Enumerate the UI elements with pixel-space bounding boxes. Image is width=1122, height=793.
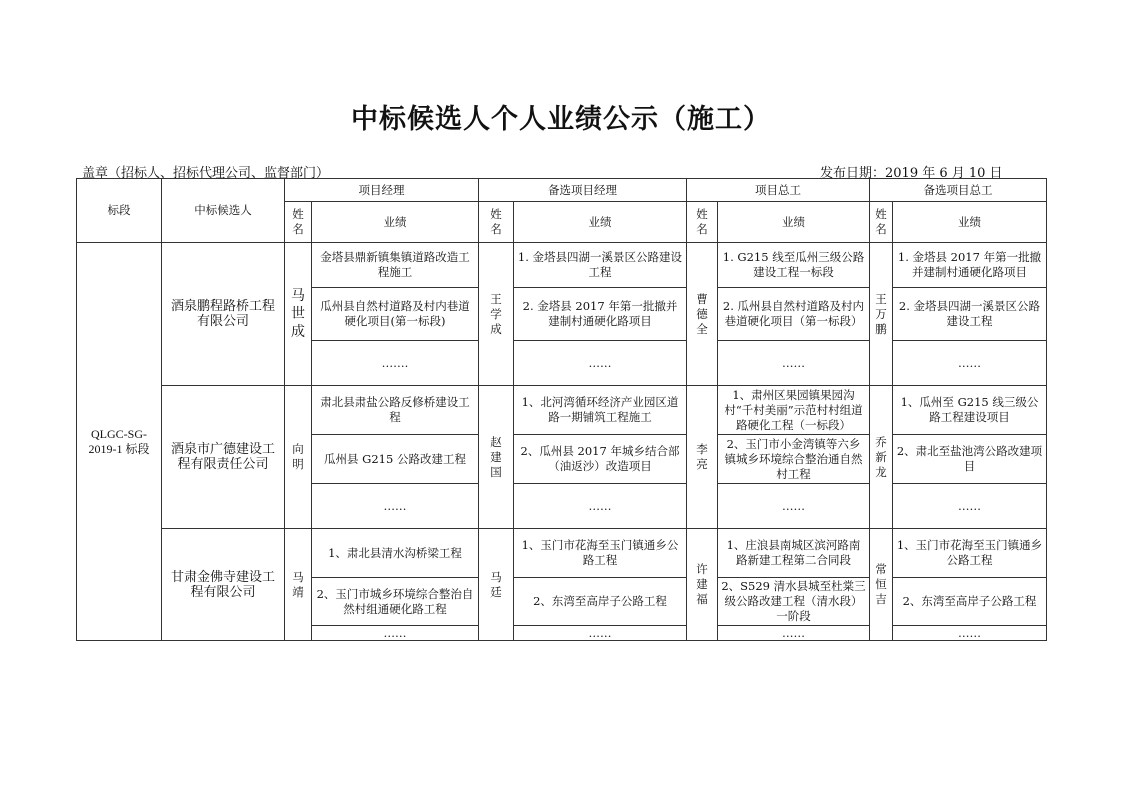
header-performance: 业绩 [718,202,870,243]
candidate-company: 酒泉市广德建设工程有限责任公司 [162,386,285,529]
person-name: 王万鹏 [870,243,893,386]
performance-item: 肃北县肃盐公路反修桥建设工程 [312,386,479,435]
performance-item: 1. G215 线至瓜州三级公路建设工程一标段 [718,243,870,288]
performance-item: 2、玉门市小金湾镇等六乡镇城乡环境综合整治通自然村工程 [718,435,870,484]
person-name: 乔新龙 [870,386,893,529]
performance-item: 瓜州县自然村道路及村内巷道硬化项目(第一标段) [312,288,479,341]
performance-item: 2、东湾至高岸子公路工程 [893,578,1047,626]
performance-item: 1. 金塔县四湖一溪景区公路建设工程 [514,243,687,288]
person-name: 马世成 [285,243,312,386]
header-performance: 业绩 [514,202,687,243]
performance-item: …… [718,626,870,641]
performance-item: …… [893,484,1047,529]
performance-item: …… [718,484,870,529]
performance-item: 1、玉门市花海至玉门镇通乡公路工程 [893,529,1047,578]
performance-item: 2、瓜州县 2017 年城乡结合部（油返沙）改造项目 [514,435,687,484]
header-alt-project-manager: 备选项目经理 [479,179,687,202]
person-name: 马廷 [479,529,514,641]
header-performance: 业绩 [312,202,479,243]
header-name: 姓名 [285,202,312,243]
header-project-manager: 项目经理 [285,179,479,202]
performance-item: 2、玉门市城乡环境综合整治自然村组通硬化路工程 [312,578,479,626]
performance-item: 瓜州县 G215 公路改建工程 [312,435,479,484]
header-segment: 标段 [77,179,162,243]
header-name: 姓名 [479,202,514,243]
candidate-company: 酒泉鹏程路桥工程有限公司 [162,243,285,386]
performance-table [76,178,1047,641]
stamp-label: 盖章（招标人、招标代理公司、监督部门） [82,166,330,181]
person-name: 马靖 [285,529,312,641]
performance-item: ……. [312,341,479,386]
performance-item: 1、肃州区果园镇果园沟村“千村美丽”示范村村组道路硬化工程（一标段） [718,386,870,435]
performance-item: …… [893,626,1047,641]
performance-item: …… [312,626,479,641]
performance-item: 1、肃北县清水沟桥梁工程 [312,529,479,578]
person-name: 赵建国 [479,386,514,529]
header-alt-chief-engineer: 备选项目总工 [870,179,1047,202]
performance-item: 金塔县鼎新镇集镇道路改造工程施工 [312,243,479,288]
person-name: 常恒吉 [870,529,893,641]
header-name: 姓名 [870,202,893,243]
person-name: 李亮 [687,386,718,529]
performance-item: 2、S529 清水县城至杜棠三级公路改建工程（清水段）一阶段 [718,578,870,626]
candidate-company: 甘肃金佛寺建设工程有限公司 [162,529,285,641]
person-name: 许建福 [687,529,718,641]
performance-item: …… [514,484,687,529]
performance-item: 2、东湾至高岸子公路工程 [514,578,687,626]
segment-cell: QLGC-SG-2019-1 标段 [77,243,162,641]
performance-item: …… [514,626,687,641]
performance-item: 2、肃北至盐池湾公路改建项目 [893,435,1047,484]
performance-item: 2. 金塔县 2017 年第一批撤并建制村通硬化路项目 [514,288,687,341]
person-name: 王学成 [479,243,514,386]
performance-item: 1、北河湾循环经济产业园区道路一期铺筑工程施工 [514,386,687,435]
performance-item: 1、瓜州至 G215 线三级公路工程建设项目 [893,386,1047,435]
performance-item: …… [514,341,687,386]
publish-date: 发布日期：2019 年 6 月 10 日 [820,166,1003,181]
header-performance: 业绩 [893,202,1047,243]
performance-item: 2. 金塔县四湖一溪景区公路建设工程 [893,288,1047,341]
performance-item: …… [893,341,1047,386]
performance-item: 1、庄浪县南城区滨河路南路新建工程第二合同段 [718,529,870,578]
performance-item: …… [312,484,479,529]
performance-item: 1. 金塔县 2017 年第一批撤并建制村通硬化路项目 [893,243,1047,288]
header-candidate: 中标候选人 [162,179,285,243]
performance-item: 1、玉门市花海至玉门镇通乡公路工程 [514,529,687,578]
person-name: 曹德全 [687,243,718,386]
performance-item: …… [718,341,870,386]
page-title: 中标候选人个人业绩公示（施工） [351,104,771,135]
header-name: 姓名 [687,202,718,243]
person-name: 向明 [285,386,312,529]
header-chief-engineer: 项目总工 [687,179,870,202]
performance-item: 2. 瓜州县自然村道路及村内巷道硬化项目（第一标段） [718,288,870,341]
